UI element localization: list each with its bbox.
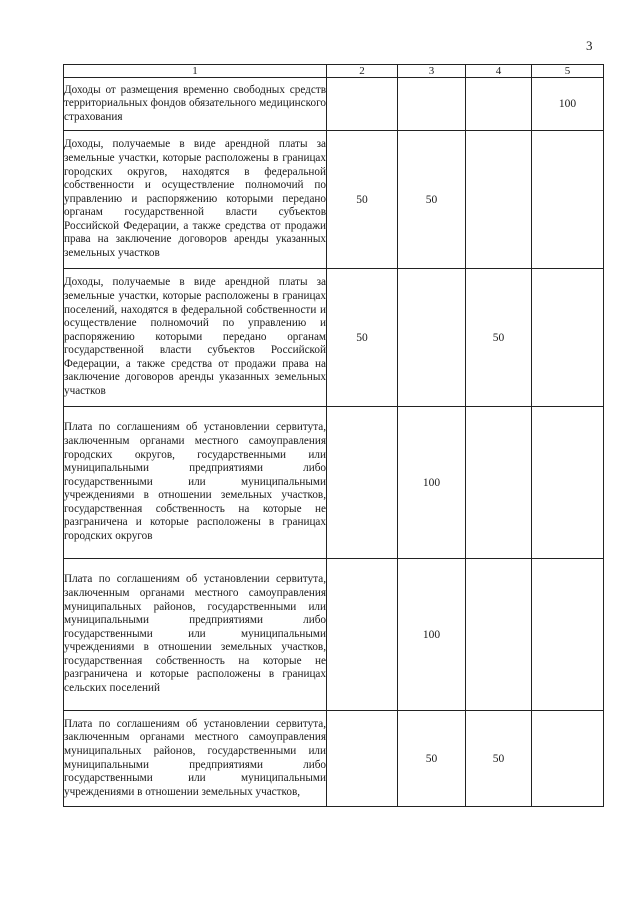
cell-col5 bbox=[532, 131, 604, 269]
cell-col5 bbox=[532, 559, 604, 711]
table-row bbox=[64, 131, 604, 269]
cell-col4: 50 bbox=[466, 269, 532, 407]
cell-col2 bbox=[327, 559, 398, 711]
cell-col5 bbox=[532, 711, 604, 807]
row-description: Плата по соглашениям об установлении сервитута, заключенным органами местного самоуправления муниципальных районов, государственными или муниципальными предприятиями либо государственными или муниципальными учреждениями в отношении земельных участков, bbox=[64, 711, 327, 807]
table-header-row bbox=[64, 65, 604, 78]
cell-col4 bbox=[466, 78, 532, 131]
column-header-2: 2 bbox=[327, 65, 398, 78]
table-row bbox=[64, 407, 604, 559]
row-description: Доходы, получаемые в виде арендной платы за земельные участки, которые расположены в границах городских округов, находятся в федеральной собственности и осуществление полномочий по управлению и распоряжению которыми передано органам государственной власти субъектов Российской Федерации, а также средства от продажи права на заключение договоров аренды указанных земельных участков bbox=[64, 131, 327, 269]
cell-col2 bbox=[327, 78, 398, 131]
column-header-4: 4 bbox=[466, 65, 532, 78]
table-row bbox=[64, 559, 604, 711]
cell-col5 bbox=[532, 269, 604, 407]
revenue-distribution-table bbox=[63, 64, 604, 807]
cell-col3: 50 bbox=[398, 711, 466, 807]
page-number: 3 bbox=[586, 38, 593, 53]
table-row bbox=[64, 269, 604, 407]
cell-col3 bbox=[398, 78, 466, 131]
cell-col2: 50 bbox=[327, 269, 398, 407]
cell-col4 bbox=[466, 407, 532, 559]
cell-col2: 50 bbox=[327, 131, 398, 269]
row-description: Доходы, получаемые в виде арендной платы за земельные участки, которые расположены в границах поселений, находятся в федеральной собственности и осуществление полномочий по управлению и распоряжению которыми передано органам государственной власти субъектов Российской Федерации, а также средства от продажи права на заключение договоров аренды указанных земельных участков bbox=[64, 269, 327, 407]
cell-col4: 50 bbox=[466, 711, 532, 807]
cell-col3: 100 bbox=[398, 559, 466, 711]
cell-col3 bbox=[398, 269, 466, 407]
cell-col5: 100 bbox=[532, 78, 604, 131]
cell-col2 bbox=[327, 407, 398, 559]
row-description: Доходы от размещения временно свободных средств территориальных фондов обязательного медицинского страхования bbox=[64, 78, 327, 131]
cell-col3: 100 bbox=[398, 407, 466, 559]
cell-col5 bbox=[532, 407, 604, 559]
row-description: Плата по соглашениям об установлении сервитута, заключенным органами местного самоуправления городских округов, государственными или муниципальными предприятиями либо государственными или муниципальными учреждениями в отношении земельных участков, государственная собственность на которые не разграничена и которые расположены в границах городских округов bbox=[64, 407, 327, 559]
cell-col3: 50 bbox=[398, 131, 466, 269]
table-row bbox=[64, 78, 604, 131]
column-header-1: 1 bbox=[64, 65, 327, 78]
cell-col2 bbox=[327, 711, 398, 807]
table-row bbox=[64, 711, 604, 807]
cell-col4 bbox=[466, 559, 532, 711]
row-description: Плата по соглашениям об установлении сервитута, заключенным органами местного самоуправления муниципальных районов, государственными или муниципальными предприятиями либо государственными или муниципальными учреждениями в отношении земельных участков, государственная собственность на которые не разграничена и которые расположены в границах сельских поселений bbox=[64, 559, 327, 711]
cell-col4 bbox=[466, 131, 532, 269]
column-header-3: 3 bbox=[398, 65, 466, 78]
column-header-5: 5 bbox=[532, 65, 604, 78]
